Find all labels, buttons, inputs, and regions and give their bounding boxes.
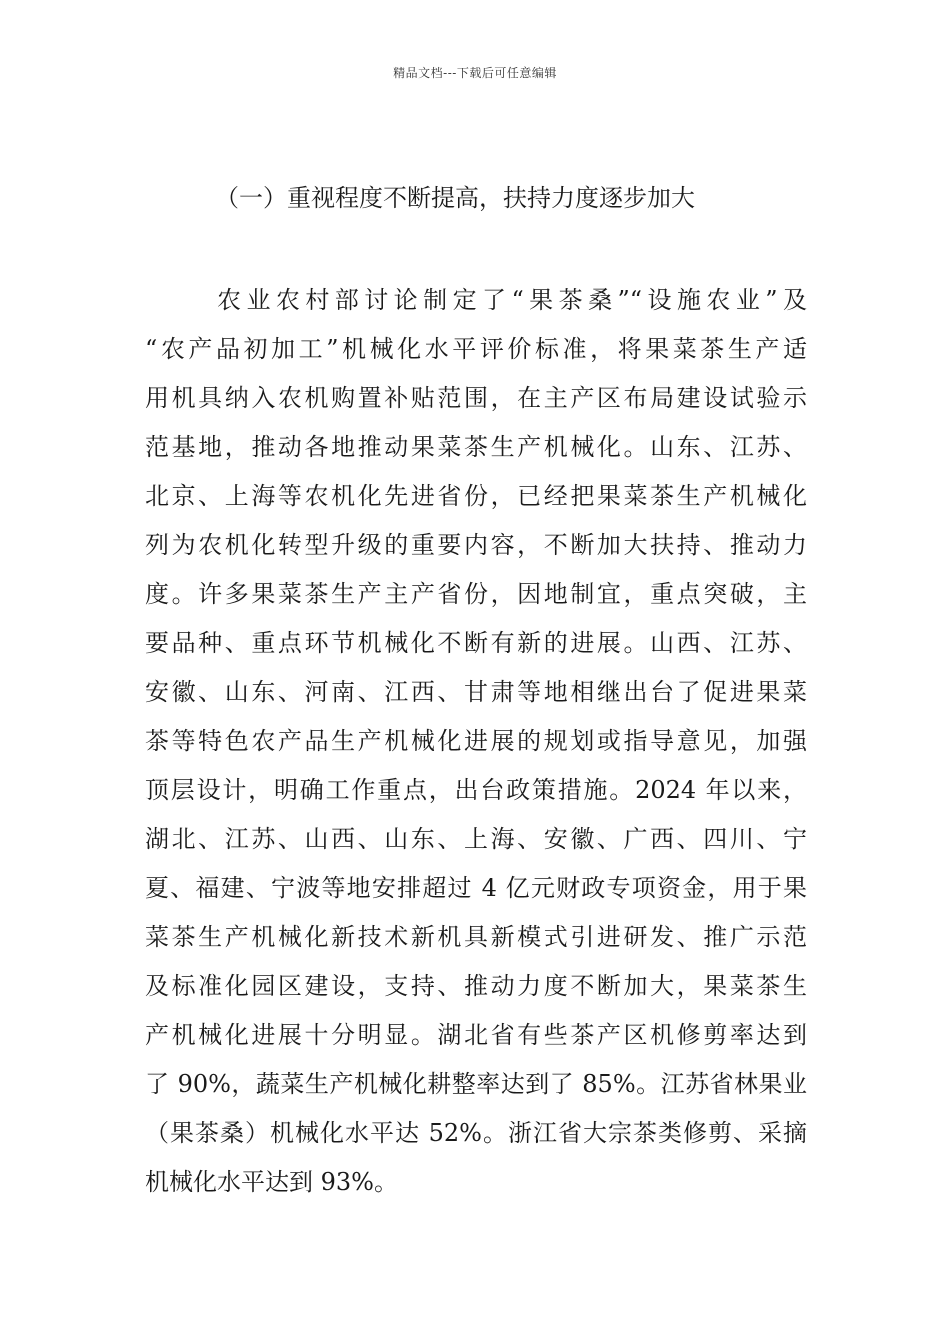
paragraph-line: 农业农村部讨论制定了“果茶桑”“设施农业”及: [217, 286, 807, 314]
paragraph-line: 北京、上海等农机化先进省份，已经把果菜茶生产机械化: [145, 482, 807, 510]
body-paragraph: [145, 276, 807, 1207]
paragraph-line: 产机械化进展十分明显。湖北省有些茶产区机修剪率达到: [145, 1021, 807, 1049]
paragraph-line: 菜茶生产机械化新技术新机具新模式引进研发、推广示范: [145, 923, 807, 951]
paragraph-line: 机械化水平达到 93%。: [145, 1168, 398, 1196]
paragraph-line: （果茶桑）机械化水平达 52%。浙江省大宗茶类修剪、采摘: [145, 1119, 807, 1147]
paragraph-line: 夏、福建、宁波等地安排超过 4 亿元财政专项资金，用于果: [145, 874, 807, 902]
paragraph-line: 湖北、江苏、山西、山东、上海、安徽、广西、四川、宁: [145, 825, 807, 853]
section-heading: （一）重视程度不断提高，扶持力度逐步加大: [215, 184, 695, 212]
paragraph-line: 要品种、重点环节机械化不断有新的进展。山西、江苏、: [145, 629, 807, 657]
paragraph-line: 安徽、山东、河南、江西、甘肃等地相继出台了促进果菜: [145, 678, 807, 706]
paragraph-line: 列为农机化转型升级的重要内容，不断加大扶持、推动力: [145, 531, 807, 559]
paragraph-line: 了 90%，蔬菜生产机械化耕整率达到了 85%。江苏省林果业: [145, 1070, 807, 1098]
paragraph-line: 顶层设计，明确工作重点，出台政策措施。2024 年以来，: [145, 776, 807, 804]
paragraph-line: 及标准化园区建设，支持、推动力度不断加大，果菜茶生: [145, 972, 807, 1000]
page-header-watermark: 精品文档---下载后可任意编辑: [393, 66, 557, 80]
paragraph-line: 度。许多果菜茶生产主产省份，因地制宜，重点突破，主: [145, 580, 807, 608]
paragraph-line: “农产品初加工”机械化水平评价标准，将果菜茶生产适: [145, 335, 807, 363]
paragraph-line: 茶等特色农产品生产机械化进展的规划或指导意见，加强: [145, 727, 807, 755]
paragraph-line: 范基地，推动各地推动果菜茶生产机械化。山东、江苏、: [145, 433, 807, 461]
paragraph-line: 用机具纳入农机购置补贴范围，在主产区布局建设试验示: [145, 384, 807, 412]
